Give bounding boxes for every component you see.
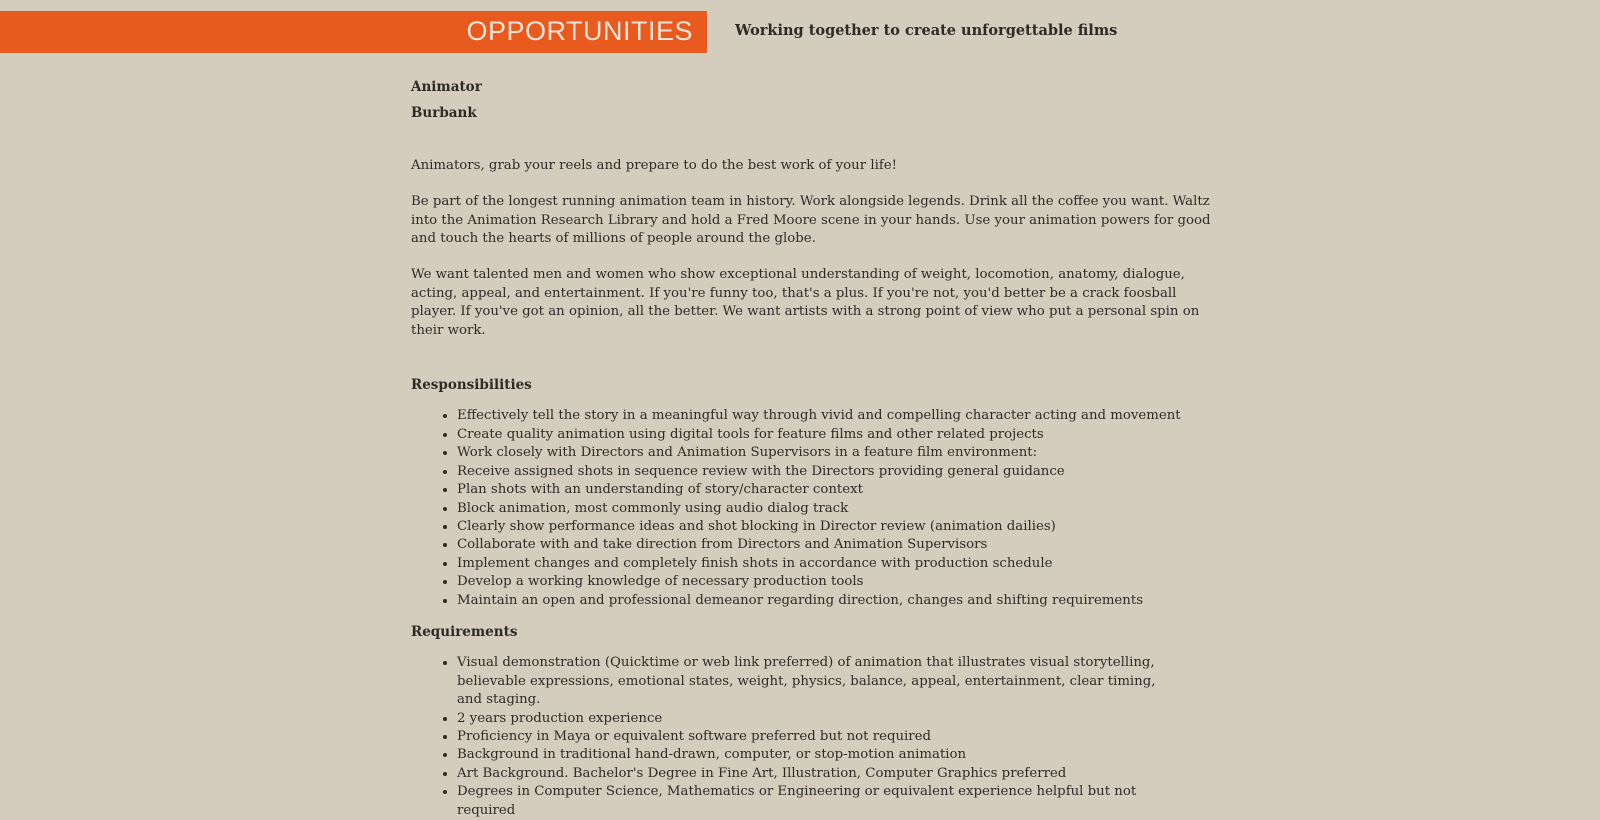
list-item: • Effectively tell the story in a meaningful way through vivid and compelling character acting and movement [457,407,1211,425]
page-title: OPPORTUNITIES [466,16,693,46]
list-item: • Block animation, most commonly using audio dialog track [457,500,1211,518]
list-item: • Plan shots with an understanding of story/character context [457,481,1211,499]
list-item: • Clearly show performance ideas and shot blocking in Director review (animation dailies) [457,518,1211,536]
list-item: • 2 years production experience [457,710,1171,728]
requirements-heading: Requirements [411,623,518,640]
tagline: Working together to create unforgettable films [735,22,1118,39]
list-item: • Work closely with Directors and Animation Supervisors in a feature film environment: [457,444,1211,462]
description-paragraph: Be part of the longest running animation team in history. Work alongside legends. Drink all the coffee you want. Waltz into the Animation Research Library and hold a Fred Moore scene in your hands. Use your animation powers for good and touch the hearts of millions of people around the globe. [411,194,1211,247]
requirements-list [411,654,1211,820]
job-posting [411,78,1211,820]
list-item: • Art Background. Bachelor's Degree in Fine Art, Illustration, Computer Graphics preferred [457,765,1171,783]
list-item: • Create quality animation using digital tools for feature films and other related projects [457,426,1211,444]
responsibilities-list [411,407,1211,609]
list-item: • Proficiency in Maya or equivalent software preferred but not required [457,728,1171,746]
list-item: • Degrees in Computer Science, Mathematics or Engineering or equivalent experience helpful but not required [457,783,1171,820]
list-item: • Collaborate with and take direction from Directors and Animation Supervisors [457,536,1211,554]
job-title: Animator [411,79,482,95]
list-item: • Background in traditional hand-drawn, computer, or stop-motion animation [457,746,1171,764]
list-item: • Receive assigned shots in sequence review with the Directors providing general guidance [457,463,1211,481]
job-intro: Animators, grab your reels and prepare to do the best work of your life! [411,157,897,173]
job-location: Burbank [411,105,477,122]
description-paragraph: We want talented men and women who show exceptional understanding of weight, locomotion, anatomy, dialogue, acting, appeal, and entertainment. If you're funny too, that's a plus. If you're not, you'd better be a crack foosball player. If you've got an opinion, all the better. We want artists with a strong point of view who put a personal spin on their work. [411,267,1200,338]
list-item: • Visual demonstration (Quicktime or web link preferred) of animation that illustrates visual storytelling, believable expressions, emotional states, weight, physics, balance, appeal, entertainment, clear timing, and staging. [457,654,1171,709]
list-item: • Maintain an open and professional demeanor regarding direction, changes and shifting requirements [457,592,1211,610]
responsibilities-heading: Responsibilities [411,377,532,394]
list-item: • Implement changes and completely finish shots in accordance with production schedule [457,555,1211,573]
header-banner [0,11,707,53]
list-item: • Develop a working knowledge of necessary production tools [457,573,1211,591]
